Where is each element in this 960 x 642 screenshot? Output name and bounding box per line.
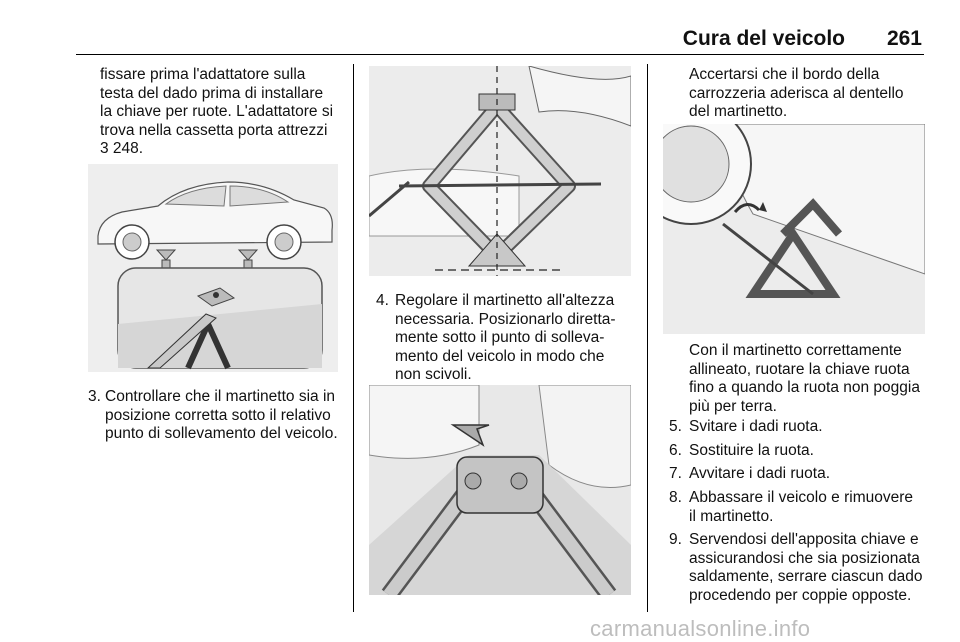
text-line: mente sotto il punto di solleva- [395,329,605,346]
step-number: 4. [376,292,389,309]
step-text [689,418,823,437]
figure-jack-positioning [369,66,631,276]
text-line: procedendo per coppie opposte. [689,586,912,604]
page-number: 261 [886,27,922,50]
text-line: fissare prima l'adattatore sulla [100,66,306,83]
text-line: carrozzeria aderisca al dentello [689,84,904,102]
text-line: saldamente, serrare ciascun dado [689,568,923,585]
step-text [395,292,616,385]
text-line: non scivoli. [395,366,472,383]
car-illustration [88,164,338,372]
col3-intro [689,66,904,122]
figure-car-lift-points [88,164,338,372]
step-number: 8. [669,489,682,506]
jack-illustration [369,66,631,276]
text-line: trova nella cassetta porta attrezzi [100,121,328,139]
step-text [689,531,923,605]
step-text [105,388,338,444]
text-line: più per terra. [689,397,777,415]
text-line: la chiave per ruote. L'adattatore si [100,103,334,120]
text-line: assicurandosi che sia posizionata [689,549,920,567]
section-title: Cura del veicolo [682,27,845,50]
column-divider-1 [353,64,354,612]
text-line: Avvitare i dadi ruota. [689,465,831,482]
text-line: allineato, ruotare la chiave ruota [689,360,910,378]
text-line: posizione corretta sotto il relativo [105,406,331,424]
step-number: 9. [669,531,682,548]
text-line: Sostituire la ruota. [689,442,814,459]
text-line: Controllare che il martinetto sia in [105,388,336,405]
col3-after-figure [689,342,920,416]
step-number: 7. [669,465,682,482]
text-line: Svitare i dadi ruota. [689,418,823,435]
jack-detail-illustration [369,385,631,595]
text-line: Abbassare il veicolo e rimuovere [689,489,913,506]
text-line: fino a quando la ruota non poggia [689,379,920,396]
wheel-jack-illustration [663,124,925,334]
step-number: 3. [88,388,101,405]
text-line: Con il martinetto correttamente [689,342,902,359]
text-line: Regolare il martinetto all'altezza [395,292,615,309]
text-line: testa del dado prima di installare [100,84,324,102]
col1-intro [100,66,333,159]
text-line: Accertarsi che il bordo della [689,66,880,83]
text-line: il martinetto. [689,507,774,525]
watermark-text: carmanualsonline.info [590,616,811,641]
text-line: Servendosi dell'apposita chiave e [689,531,919,548]
step-text [689,442,814,461]
text-line: mento del veicolo in modo che [395,347,605,365]
text-line: punto di sollevamento del veicolo. [105,425,338,442]
header-rule [76,54,924,55]
text-line: del martinetto. [689,103,788,120]
step-text [689,465,830,484]
page-reference[interactable]: 3 248. [100,140,144,157]
step-text [689,489,913,526]
figure-wheel-lift [663,124,925,334]
figure-jack-contact-detail [369,385,631,595]
step-number: 6. [669,442,682,459]
step-number: 5. [669,418,682,435]
text-line: necessaria. Posizionarlo diretta- [395,310,616,328]
column-divider-2 [647,64,648,612]
